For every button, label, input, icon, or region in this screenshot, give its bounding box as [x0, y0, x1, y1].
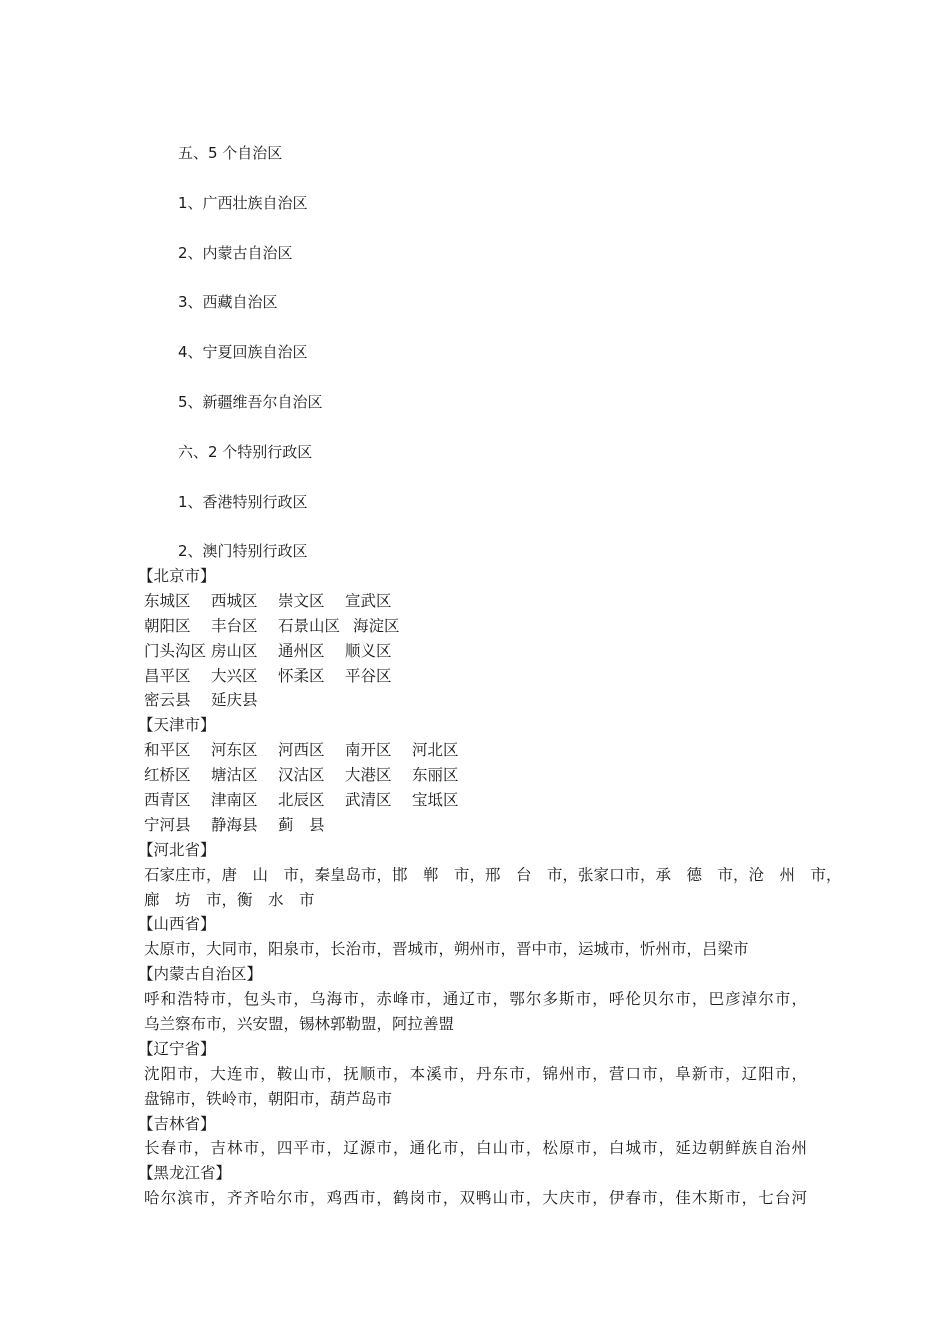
district-row: [144, 614, 807, 639]
district-name: 静海县: [211, 815, 258, 834]
district-name: 通州区: [278, 641, 325, 660]
district-row: [144, 688, 807, 713]
district-name: 西城区: [211, 591, 258, 610]
district-name: 河东区: [211, 741, 258, 760]
district-name: 丰台区: [211, 616, 258, 635]
district-name: 密云县: [144, 691, 191, 710]
city-list-line: 石家庄市，唐 山 市，秦皇岛市，邯 郸 市，邢 台 市，张家口市，承 德 市，沧 州 市，: [144, 865, 842, 884]
list-item: 2、内蒙古自治区: [178, 243, 293, 262]
list-item: 4、宁夏回族自治区: [178, 343, 308, 362]
section-heading-autonomous-regions: 五、5 个自治区: [178, 144, 283, 162]
list-item: 2、澳门特别行政区: [178, 542, 308, 561]
district-name: 延庆县: [211, 691, 258, 710]
city-list-line: 乌兰察布市，兴安盟，锡林郭勒盟，阿拉善盟: [144, 1015, 455, 1034]
city-list-line: 盘锦市，铁岭市，朝阳市，葫芦岛市: [144, 1089, 393, 1108]
district-name: 西青区: [144, 791, 191, 810]
district-name: 顺义区: [345, 641, 392, 660]
district-name: 塘沽区: [211, 766, 258, 785]
city-list-line: 太原市，大同市，阳泉市，长治市，晋城市，朔州市，晋中市，运城市，忻州市，吕梁市: [144, 940, 749, 959]
district-name: 门头沟区: [144, 641, 207, 660]
province-header-beijing: 【北京市】: [138, 567, 216, 585]
district-name: 南开区: [345, 741, 392, 760]
district-name: 昌平区: [144, 666, 191, 685]
district-row: [144, 639, 807, 664]
district-row: [144, 664, 807, 689]
district-name: 石景山区: [278, 616, 341, 635]
district-name: 崇文区: [278, 591, 325, 610]
district-name: 武清区: [345, 791, 392, 810]
district-name: 和平区: [144, 741, 191, 760]
city-list-line: 廊 坊 市，衡 水 市: [144, 890, 315, 909]
district-name: 河西区: [278, 741, 325, 760]
province-header-neimenggu: 【内蒙古自治区】: [138, 965, 263, 984]
province-header-shanxi: 【山西省】: [138, 915, 216, 934]
district-name: 大港区: [345, 766, 392, 785]
list-item: 3、西藏自治区: [178, 293, 278, 312]
district-name: 怀柔区: [278, 666, 325, 685]
list-item: 1、广西壮族自治区: [178, 193, 308, 212]
city-list-line: 沈阳市，大连市，鞍山市，抚顺市，本溪市，丹东市，锦州市，营口市，阜新市，辽阳市，: [144, 1064, 807, 1083]
district-row: [144, 788, 807, 813]
district-name: 宝坻区: [412, 791, 459, 810]
district-name: 蓟 县: [278, 815, 325, 834]
list-item: 1、香港特别行政区: [178, 492, 308, 511]
district-name: 宣武区: [345, 591, 392, 610]
list-item: 5、新疆维吾尔自治区: [178, 392, 323, 411]
district-row: [144, 813, 807, 838]
district-listing: [138, 564, 842, 1211]
district-name: 北辰区: [278, 791, 325, 810]
district-row: [144, 763, 807, 788]
district-row: [144, 589, 807, 614]
district-name: 朝阳区: [144, 616, 191, 635]
district-name: 汉沽区: [278, 766, 325, 785]
admin-division-list: [178, 141, 818, 589]
district-name: 房山区: [211, 641, 258, 660]
district-name: 东城区: [144, 591, 191, 610]
province-header-liaoning: 【辽宁省】: [138, 1039, 216, 1058]
district-name: 宁河县: [144, 815, 191, 834]
city-list-line: 呼和浩特市，包头市，乌海市，赤峰市，通辽市，鄂尔多斯市，呼伦贝尔市，巴彦淖尔市，: [144, 990, 807, 1009]
city-list-line: 哈尔滨市，齐齐哈尔市，鸡西市，鹤岗市，双鸭山市，大庆市，伊春市，佳木斯市，七台河: [144, 1189, 807, 1208]
district-name: 东丽区: [412, 766, 459, 785]
province-header-hebei: 【河北省】: [138, 840, 216, 859]
district-name: 河北区: [412, 741, 459, 760]
district-name: 红桥区: [144, 766, 191, 785]
section-heading-special-regions: 六、2 个特别行政区: [178, 442, 313, 461]
district-name: 津南区: [211, 791, 258, 810]
district-name: 海淀区: [353, 616, 400, 635]
province-header-jilin: 【吉林省】: [138, 1114, 216, 1133]
district-name: 平谷区: [345, 666, 392, 685]
province-header-heilongjiang: 【黑龙江省】: [138, 1164, 232, 1183]
district-row: [144, 738, 807, 763]
province-header-tianjin: 【天津市】: [138, 716, 216, 735]
district-name: 大兴区: [211, 666, 258, 685]
city-list-line: 长春市，吉林市，四平市，辽源市，通化市，白山市，松原市，白城市，延边朝鲜族自治州: [144, 1139, 807, 1158]
